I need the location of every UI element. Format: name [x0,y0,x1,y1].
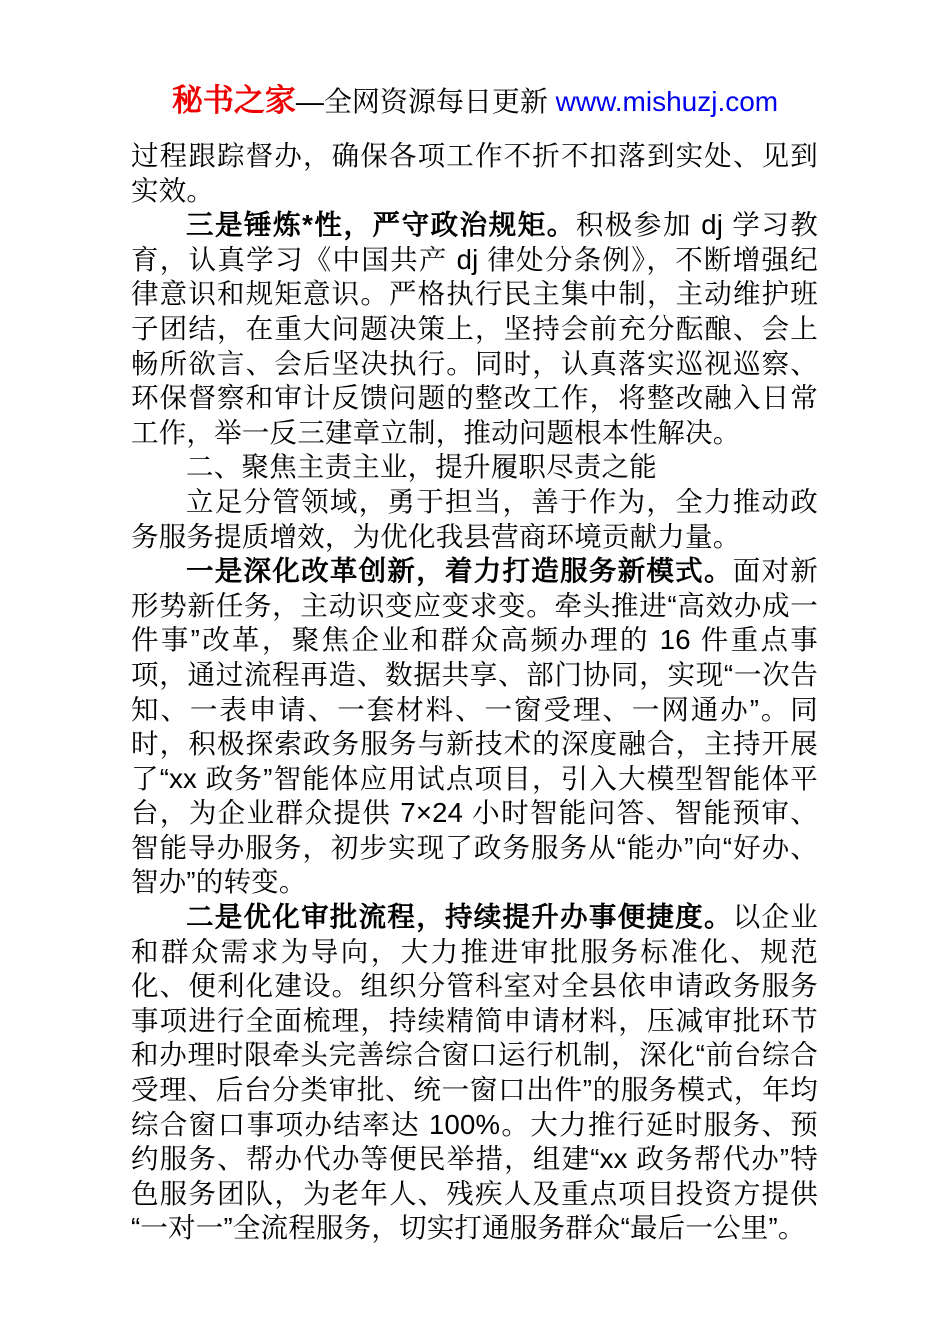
paragraph [131,485,818,554]
paragraph [131,900,818,1246]
bold-lead-run: 三是锤炼*性，严守政治规矩。 [186,209,576,241]
site-url-link[interactable]: www.mishuzj.com [555,86,779,117]
text-run: 过程跟踪督办，确保各项工作不折不扣落到实处、见到实效。 [131,140,818,206]
document-body [0,121,950,1246]
text-run: 二、聚焦主责主业，提升履职尽责之能 [186,451,657,483]
bold-lead-run: 二是优化审批流程，持续提升办事便捷度。 [186,901,733,933]
paragraph [131,139,818,208]
paragraph [131,554,818,900]
brand-name: 秘书之家 [171,83,296,118]
paragraph [131,208,818,450]
text-run: 面对新形势新任务，主动识变应变求变。牵头推进“高效办成一件事”改革，聚焦企业和群众高频办理的 16 件重点事项，通过流程再造、数据共享、部门协同，实现“一次告知、一表申请、一套材料、一窗受理、一网通办”。同时，积极探索政务服务与新技术的深度融合，主持开展了“xx 政务”智能体应用试点项目，引入大模型智能体平台，为企业群众提供 7×24 小时智能问答、智能预审、智能导办服务，初步实现了政务服务从“能办”向“好办、智办”的转变。 [131,555,818,898]
text-run: 积极参加 dj 学习教育，认真学习《中国共产 dj 律处分条例》，不断增强纪律意识和规矩意识。严格执行民主集中制，主动维护班子团结，在重大问题决策上，坚持会前充分酝酿、会上畅所欲言、会后坚决执行。同时，认真落实巡视巡察、环保督察和审计反馈问题的整改工作，将整改融入日常工作，举一反三建章立制，推动问题根本性解决。 [131,209,818,448]
header-tagline: —全网资源每日更新 [295,86,556,117]
text-run: 立足分管领域，勇于担当，善于作为，全力推动政务服务提质增效，为优化我县营商环境贡献力量。 [131,485,818,552]
page-header [0,82,950,121]
text-run: 以企业和群众需求为导向，大力推进审批服务标准化、规范化、便利化建设。组织分管科室对全县依申请政务服务事项进行全面梳理，持续精简申请材料，压减审批环节和办理时限牵头完善综合窗口运行机制，深化“前台综合受理、后台分类审批、统一窗口出件”的服务模式，年均综合窗口事项办结率达 100%。大力推行延时服务、预约服务、帮办代办等便民举措，组建“xx 政务帮代办”特色服务团队，为老年人、残疾人及重点项目投资方提供“一对一”全流程服务，切实打通服务群众“最后一公里”。 [131,901,818,1244]
section-heading [131,450,818,485]
bold-lead-run: 一是深化改革创新，着力打造服务新模式。 [186,555,733,587]
